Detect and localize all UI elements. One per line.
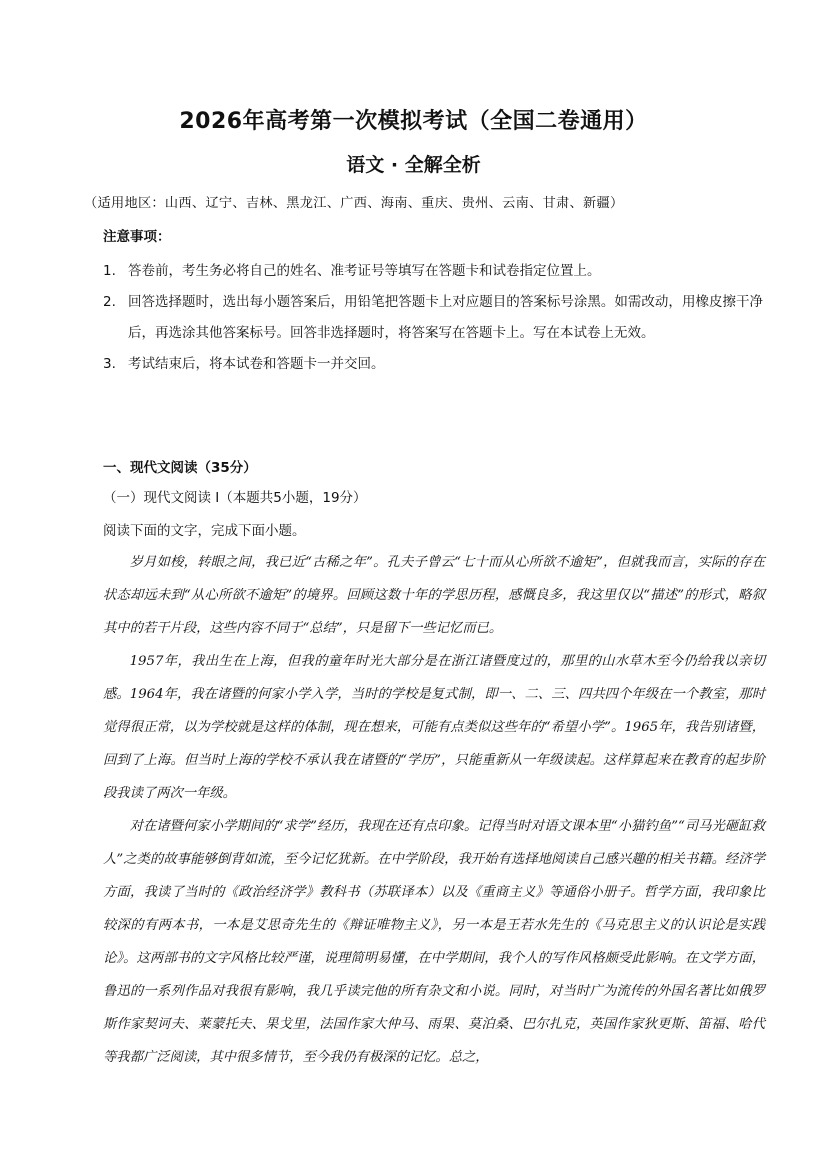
passage-paragraph: 岁月如梭，转眼之间，我已近“古稀之年”。孔夫子曾云“七十而从心所欲不逾矩”，但就我而言，实际的存在状态却远未到“从心所欲不逾矩”的境界。回顾这数十年的学思历程，感慨良多，我这里仅以“描述”的形式，略叙其中的若干片段，这些内容不同于“总结”，只是留下一些记忆而已。 <box>103 555 765 636</box>
applicable-regions: （适用地区：山西、辽宁、吉林、黑龙江、广西、海南、重庆、贵州、云南、甘肃、新疆） <box>84 196 624 211</box>
notice-item-text: 答卷前，考生务必将自己的姓名、准考证号等填写在答题卡和试卷指定位置上。 <box>128 263 601 279</box>
passage-paragraph: 对在诸暨何家小学期间的“求学”经历，我现在还有点印象。记得当时对语文课本里“小猫钓鱼”“司马光砸缸救人”之类的故事能够倒背如流，至今记忆犹新。在中学阶段，我开始有选择地阅读自己感兴趣的相关书籍。经济学方面，我读了当时的《政治经济学》教科书（苏联译本）以及《重商主义》等通俗小册子。哲学方面，我印象比较深的有两本书，一本是艾思奇先生的《辩证唯物主义》，另一本是王若水先生的《马克思主义的认识论是实践论》。这两部书的文字风格比较严谨，说理简明易懂，在中学期间，我个人的写作风格颇受此影响。在文学方面，鲁迅的一系列作品对我很有影响，我几乎读完他的所有杂文和小说。同时，对当时广为流传的外国名著比如俄罗斯作家契诃夫、莱蒙托夫、果戈里，法国作家大仲马、雨果、莫泊桑、巴尔扎克，英国作家狄更斯、笛福、哈代等我都广泛阅读，其中很多情节，至今我仍有极深的记忆。总之， <box>103 819 765 1065</box>
notice-item-text: 回答选择题时，选出每小题答案后，用铅笔把答题卡上对应题目的答案标号涂黑。如需改动，用橡皮擦干净后，再选涂其他答案标号。回答非选择题时，将答案写在答题卡上。写在本试卷上无效。 <box>128 294 763 341</box>
notice-heading: 注意事项： <box>103 229 171 245</box>
notice-list <box>103 256 763 380</box>
page-title: 2026年高考第一次模拟考试（全国二卷通用） <box>179 109 648 134</box>
passage-paragraph: 1957年，我出生在上海，但我的童年时光大部分是在浙江诸暨度过的，那里的山水草木至今仍给我以亲切感。1964年，我在诸暨的何家小学入学，当时的学校是复式制，即一、二、三、四共四个年级在一个教室，那时觉得很正常，以为学校就是这样的体制，现在想来，可能有点类似这些年的“希望小学”。1965年，我告别诸暨，回到了上海。但当时上海的学校不承认我在诸暨的“学历”，只能重新从一年级读起。这样算起来在教育的起步阶段我读了两次一年级。 <box>103 654 765 801</box>
reading-instruction: 阅读下面的文字，完成下面小题。 <box>103 523 306 539</box>
notice-item-number: 3. <box>103 356 116 372</box>
notice-item <box>103 256 763 287</box>
notice-item <box>103 349 763 380</box>
notice-item-text: 考试结束后，将本试卷和答题卡一并交回。 <box>128 356 385 372</box>
notice-item-number: 1. <box>103 263 116 279</box>
notice-item-number: 2. <box>103 294 116 310</box>
notice-item <box>103 287 763 349</box>
reading-passage <box>103 546 765 1074</box>
section-subheading: （一）现代文阅读 I（本题共5小题，19分） <box>103 490 367 506</box>
section-heading: 一、现代文阅读（35分） <box>103 460 257 476</box>
page-subtitle: 语文 · 全解全析 <box>346 154 481 176</box>
